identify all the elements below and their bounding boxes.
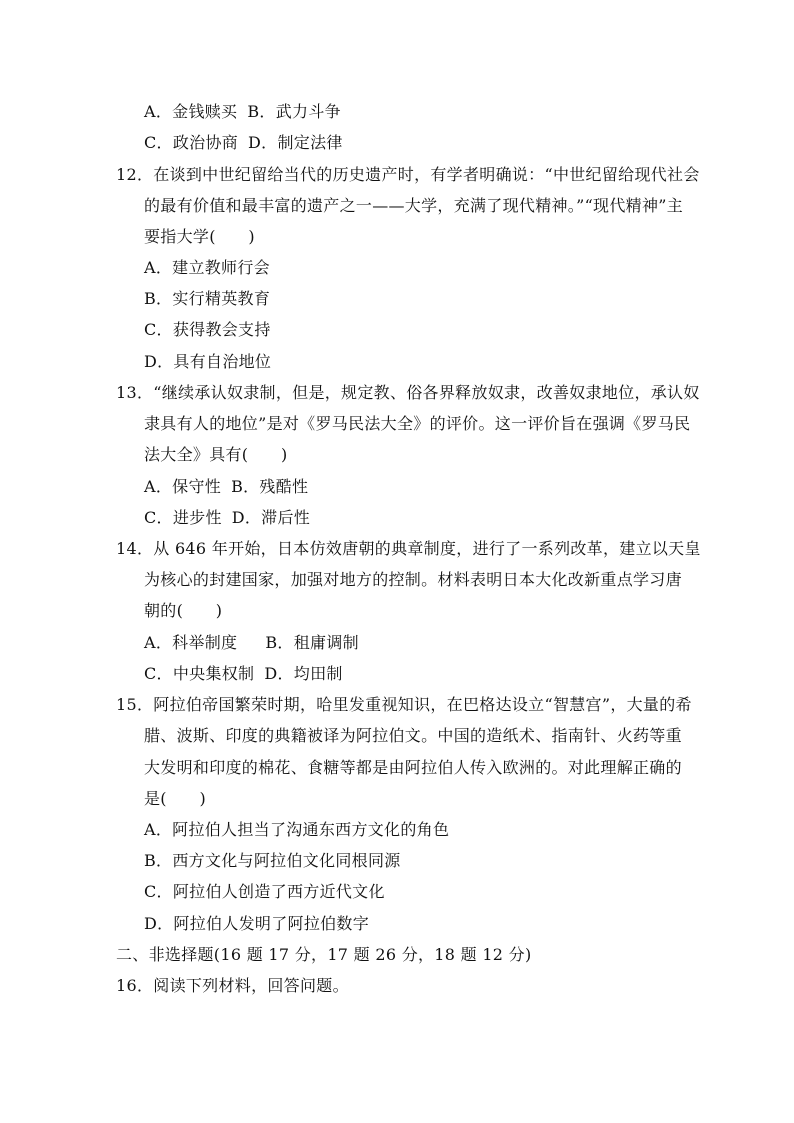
q14-stem-text-1: 从 646 年开始，日本仿效唐朝的典章制度，进行了一系列改革，建立以天皇 (153, 539, 701, 558)
q14-number: 14． (116, 539, 154, 558)
q11-option-a: A．金钱赎买 (144, 102, 238, 121)
q15-stem-text-1: 阿拉伯帝国繁荣时期，哈里发重视知识，在巴格达设立“智慧宫”，大量的希 (153, 695, 692, 714)
q12-stem-line-1 (116, 165, 700, 185)
q14-option-d: D．均田制 (264, 664, 343, 683)
q14-option-b: B．租庸调制 (265, 633, 359, 652)
q12-option-a: A．建立教师行会 (144, 258, 270, 277)
q15-option-c: C．阿拉伯人创造了西方近代文化 (144, 882, 385, 901)
q14-option-c: C．中央集权制 (144, 664, 255, 683)
q14-options-row-2 (144, 664, 343, 684)
q12-stem-line-3: 要指大学( ) (144, 227, 255, 246)
q15-option-b: B．西方文化与阿拉伯文化同根同源 (144, 851, 401, 870)
q13-option-b: B．残酷性 (231, 477, 309, 496)
q13-stem-text-1: “继续承认奴隶制，但是，规定教、俗各界释放奴隶，改善奴隶地位，承认奴 (153, 383, 700, 402)
q12-stem-text-1: 在谈到中世纪留给当代的历史遗产时，有学者明确说：“中世纪留给现代社会 (153, 165, 700, 184)
q14-stem-line-2: 为核心的封建国家，加强对地方的控制。材料表明日本大化改新重点学习唐 (144, 570, 682, 589)
q12-stem-line-2: 的最有价值和最丰富的遗产之一——大学，充满了现代精神。”“现代精神”主 (144, 196, 684, 215)
q13-option-a: A．保守性 (144, 477, 222, 496)
q12-number: 12． (116, 165, 154, 184)
q16-stem-line-1 (116, 976, 349, 996)
q14-stem-line-3: 朝的( ) (144, 601, 223, 620)
q13-stem-line-2: 隶具有人的地位”是对《罗马民法大全》的评价。这一评价旨在强调《罗马民 (144, 414, 691, 433)
q12-option-b: B．实行精英教育 (144, 289, 271, 308)
q16-number: 16． (116, 976, 154, 995)
q11-option-c: C．政治协商 (144, 133, 239, 152)
q15-stem-line-1 (116, 695, 692, 715)
q15-stem-line-3: 大发明和印度的棉花、食糖等都是由阿拉伯人传入欧洲的。对此理解正确的 (144, 758, 682, 777)
q15-option-d: D．阿拉伯人发明了阿拉伯数字 (144, 914, 370, 933)
q11-option-d: D．制定法律 (248, 133, 343, 152)
q13-options-row-1 (144, 477, 308, 497)
q12-option-c: C．获得教会支持 (144, 320, 271, 339)
q13-stem-line-3: 法大全》具有( ) (144, 445, 288, 464)
q11-options-row-2 (144, 133, 343, 153)
q15-stem-line-4: 是( ) (144, 789, 206, 808)
section-2-heading: 二、非选择题(16 题 17 分，17 题 26 分，18 题 12 分) (116, 945, 532, 964)
q14-stem-line-1 (116, 539, 701, 559)
q13-option-c: C．进步性 (144, 508, 222, 527)
q14-option-a: A．科举制度 (144, 633, 238, 652)
q16-stem-text-1: 阅读下列材料，回答问题。 (153, 976, 349, 995)
q15-number: 15． (116, 695, 154, 714)
q13-options-row-2 (144, 508, 310, 528)
q13-option-d: D．滞后性 (231, 508, 311, 527)
q11-options-row-1 (144, 102, 341, 122)
q11-option-b: B．武力斗争 (247, 102, 341, 121)
q13-stem-line-1 (116, 383, 700, 403)
q15-option-a: A．阿拉伯人担当了沟通东西方文化的角色 (144, 820, 450, 839)
q13-number: 13． (116, 383, 154, 402)
q14-options-row-1 (144, 633, 359, 653)
q15-stem-line-2: 腊、波斯、印度的典籍被译为阿拉伯文。中国的造纸术、指南针、火药等重 (144, 726, 682, 745)
q12-option-d: D．具有自治地位 (144, 352, 272, 371)
